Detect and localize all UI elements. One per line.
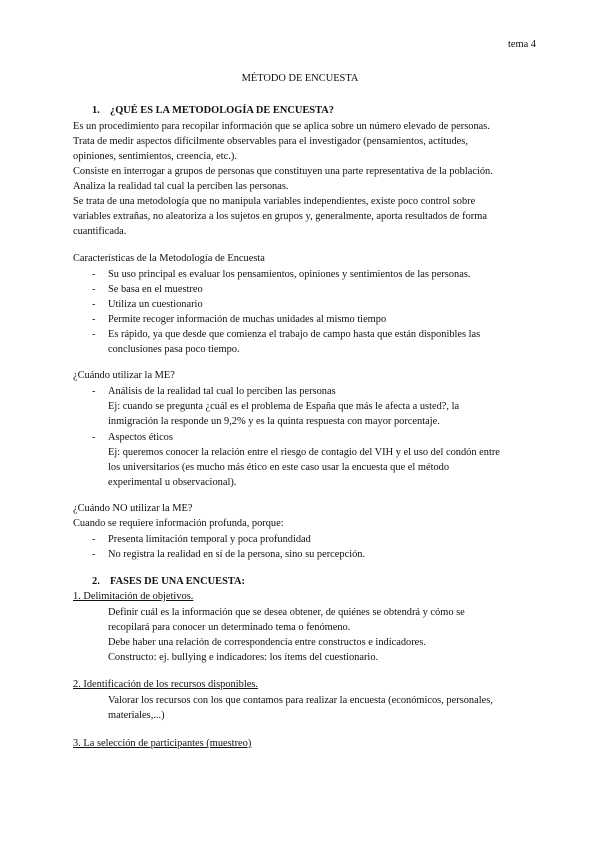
list-item-continuation: conclusiones pasa poco tiempo. [108, 344, 240, 355]
example-line: experimental u observacional). [108, 477, 237, 488]
example-line: Ej: cuando se pregunta ¿cuál es el problema de España que más le afecta a usted?, la [108, 401, 460, 412]
paragraph-line: Trata de medir aspectos difícilmente observables para el investigador (pensamientos, actitudes, [73, 136, 468, 147]
bullet-dash: - [92, 284, 96, 295]
phase-1-line: Constructo: ej. bullying e indicadores: los ítems del cuestionario. [108, 652, 379, 663]
bullet-dash: - [92, 386, 96, 397]
list-item: Utiliza un cuestionario [108, 299, 203, 310]
list-item: Permite recoger información de muchas unidades al mismo tiempo [108, 314, 387, 325]
list-item: Su uso principal es evaluar los pensamientos, opiniones y sentimientos de las personas. [108, 269, 471, 280]
phase-2-line: Valorar los recursos con los que contamos para realizar la encuesta (económicos, personales, [108, 695, 493, 706]
bullet-dash: - [92, 549, 96, 560]
paragraph-line: cuantificada. [73, 226, 127, 237]
bullet-dash: - [92, 534, 96, 545]
bullet-dash: - [92, 314, 96, 325]
list-item: Análisis de la realidad tal cual lo perciben las personas [108, 386, 336, 397]
bullet-dash: - [92, 269, 96, 280]
page-label: tema 4 [508, 39, 536, 50]
bullet-dash: - [92, 329, 96, 340]
section-2-number: 2. [92, 576, 100, 587]
paragraph-line: Se trata de una metodología que no manipula variables independientes, existe poco control sobre [73, 196, 476, 207]
list-item: No registra la realidad en sí de la persona, sino su percepción. [108, 549, 366, 560]
phase-2-line: materiales,...) [108, 710, 165, 721]
section-1-number: 1. [92, 105, 100, 116]
phase-3-title: 3. La selección de participantes (muestreo) [73, 738, 252, 749]
paragraph-line: Analiza la realidad tal cual la perciben las personas. [73, 181, 289, 192]
section-1-heading: ¿QUÉ ES LA METODOLOGÍA DE ENCUESTA? [110, 105, 334, 116]
phase-2-title: 2. Identificación de los recursos disponibles. [73, 679, 258, 690]
paragraph-line: Consiste en interrogar a grupos de personas que constituyen una parte representativa de la población. [73, 166, 493, 177]
example-line: los universitarios (es mucho más ético en este caso usar la encuesta que el método [108, 462, 450, 473]
bullet-dash: - [92, 299, 96, 310]
characteristics-title: Características de la Metodología de Encuesta [73, 253, 265, 264]
when-title: ¿Cuándo utilizar la ME? [73, 370, 175, 381]
phase-1-line: Definir cuál es la información que se desea obtener, de quiénes se obtendrá y cómo se [108, 607, 465, 618]
list-item: Se basa en el muestreo [108, 284, 203, 295]
document-title: MÉTODO DE ENCUESTA [241, 73, 359, 84]
bullet-dash: - [92, 432, 96, 443]
example-line: inmigración la responde un 9,2% y es la quinta respuesta con mayor porcentaje. [108, 416, 440, 427]
when-not-intro: Cuando se requiere información profunda, porque: [73, 518, 284, 529]
paragraph-line: Es un procedimiento para recopilar información que se aplica sobre un número elevado de personas. [73, 121, 490, 132]
phase-1-title: 1. Delimitación de objetivos. [73, 591, 194, 602]
when-not-title: ¿Cuándo NO utilizar la ME? [73, 503, 193, 514]
paragraph-line: variables extrañas, no aleatoriza a los sujetos en grupos y, generalmente, aporta resultados de forma [73, 211, 487, 222]
phase-1-line: recopilará para conocer un determinado tema o fenómeno. [108, 622, 351, 633]
example-line: Ej: queremos conocer la relación entre el riesgo de contagio del VIH y el uso del condón entre [108, 447, 500, 458]
list-item: Aspectos éticos [108, 432, 173, 443]
list-item: Presenta limitación temporal y poca profundidad [108, 534, 311, 545]
list-item: Es rápido, ya que desde que comienza el trabajo de campo hasta que están disponibles las [108, 329, 481, 340]
phase-1-line: Debe haber una relación de correspondencia entre constructos e indicadores. [108, 637, 426, 648]
section-2-heading: FASES DE UNA ENCUESTA: [110, 576, 246, 587]
paragraph-line: opiniones, sentimientos, creencia, etc.). [73, 151, 237, 162]
